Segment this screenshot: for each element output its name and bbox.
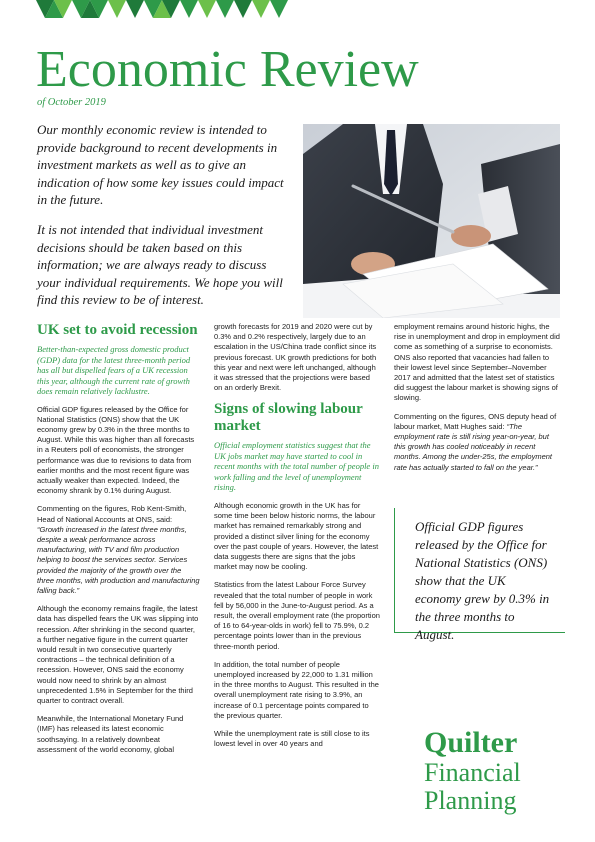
- article-paragraph: employment remains around historic highs, the rise in unemployment and drop in employment did come as something of a surprise to economists. ONS also reported that vacancies had fallen to their lowest level since September–November 2017 and admitted that the latest set of statistics did suggest the labour market is showing signs of slowing.: [394, 322, 560, 403]
- logo-line: Planning: [424, 786, 517, 815]
- business-meeting-photo: [303, 124, 560, 318]
- decorative-triangle-band: [36, 0, 296, 18]
- article-paragraph: In addition, the total number of people unemployed increased by 22,000 to 1.31 million in the three months to August. This resulted in the overall unemployment rate rising to 3.9%, an increase of 0.1 percentage points compared to the previous quarter.: [214, 659, 379, 720]
- pull-quote: Official GDP figures released by the Office for National Statistics (ONS) show that the UK economy grew by 0.3% in the three months to August.: [415, 519, 550, 642]
- article-paragraph: growth forecasts for 2019 and 2020 were cut by 0.3% and 0.2% respectively, largely due to an escalation in the US/China trade conflict since its previous forecast. UK growth predictions for both this year and next were left unchanged, although it was stressed that the projections were based on an orderly Brexit.: [214, 322, 377, 393]
- article-paragraph: [394, 412, 561, 473]
- article-column-3: [394, 322, 561, 481]
- issue-date: of October 2019: [37, 97, 106, 108]
- article-lead: Official employment statistics suggest that the UK jobs market may have started to cool in recent months with the total number of people in work falling and the level of unemployment rising.: [214, 440, 379, 493]
- article-paragraph: Although the economy remains fragile, the latest data has dispelled fears the UK was slipping into recession. After shrinking in the second quarter, a further negative figure in the current quarter would result in two consecutive quarterly contractions – the technical definition of a recession. However, ONS said the economy would now need to shrink by an almost unprecedented 1.5% in September for the third quarter to contract overall.: [37, 604, 199, 705]
- article-paragraph: Statistics from the latest Labour Force Survey revealed that the total number of people in work fell by 56,000 in the June-to-August period. As a result, the overall employment rate (the proportion of 16 to 64-year-olds in work) fell to 75.9%, 0.2 percentage points lower than in the previous three-month period.: [214, 580, 380, 651]
- quote-attribution: Commenting on the figures, Rob Kent-Smith, Head of National Accounts at ONS, said:: [37, 504, 187, 524]
- article-column-1: [37, 322, 200, 763]
- article-heading: Signs of slowing labour market: [214, 401, 363, 435]
- quote-text: “Growth increased in the latest three months, despite a weak performance across manufacturing, with TV and film production helping to boost the services sector. Services provided the majority of the growth over the three months, with production and manufacturing falling back.”: [37, 524, 200, 595]
- quote-text: “The employment rate is still rising year-on-year, but this growth has cooled noticeably in recent months. Among the under-25s, the employment rate has actually started to fall on the year.”: [394, 421, 553, 472]
- quote-attribution: Commenting on the figures, ONS deputy head of labour market, Matt Hughes said:: [394, 411, 557, 431]
- intro-section: [37, 121, 293, 321]
- logo-line: Quilter: [424, 726, 518, 759]
- article-paragraph: Meanwhile, the International Monetary Fund (IMF) has released its latest economic soothsaying. In a relatively downbeat assessment of the world economy, global: [37, 714, 184, 754]
- article-lead: Better-than-expected gross domestic product (GDP) data for the latest three-month period has all but dispelled fears of a UK recession this year, although the current rate of growth does remain relatively lacklustre.: [37, 344, 191, 396]
- article-paragraph: While the unemployment rate is still close to its lowest level in over 40 years and: [214, 728, 370, 749]
- article-paragraph: Official GDP figures released by the Office for National Statistics (ONS) show that the UK economy grew by 0.3% in the three months to August. While this was higher than all forecasts in a Reuters poll of economists, the stronger performance was due to revisions to data from earlier months and the most recent figure was actually weaker than expected. Indeed, the economy shrank by 0.1% during August.: [37, 404, 195, 496]
- article-heading: UK set to avoid recession: [37, 322, 198, 338]
- article-column-2: [214, 322, 380, 757]
- intro-paragraph: It is not intended that individual investment decisions should be taken based on this information; we are always ready to discuss your individual requirements. We hope you will find this review to be of interest.: [37, 221, 283, 308]
- page-title: Economic Review: [36, 41, 419, 98]
- article-paragraph: [37, 504, 200, 596]
- article-paragraph: Although economic growth in the UK has for some time been below historic norms, the labour market has remained remarkably strong and provided a distinct silver lining for the economy over the past couple of years. However, the latest data suggests there are signs that the jobs market may now be cooling.: [214, 500, 379, 572]
- quilter-financial-planning-logo: [424, 727, 564, 815]
- logo-line: Financial: [424, 758, 521, 787]
- intro-paragraph: Our monthly economic review is intended to provide background to recent developments in investment markets as well as to give an indication of how some key issues could impact in the future.: [37, 122, 284, 208]
